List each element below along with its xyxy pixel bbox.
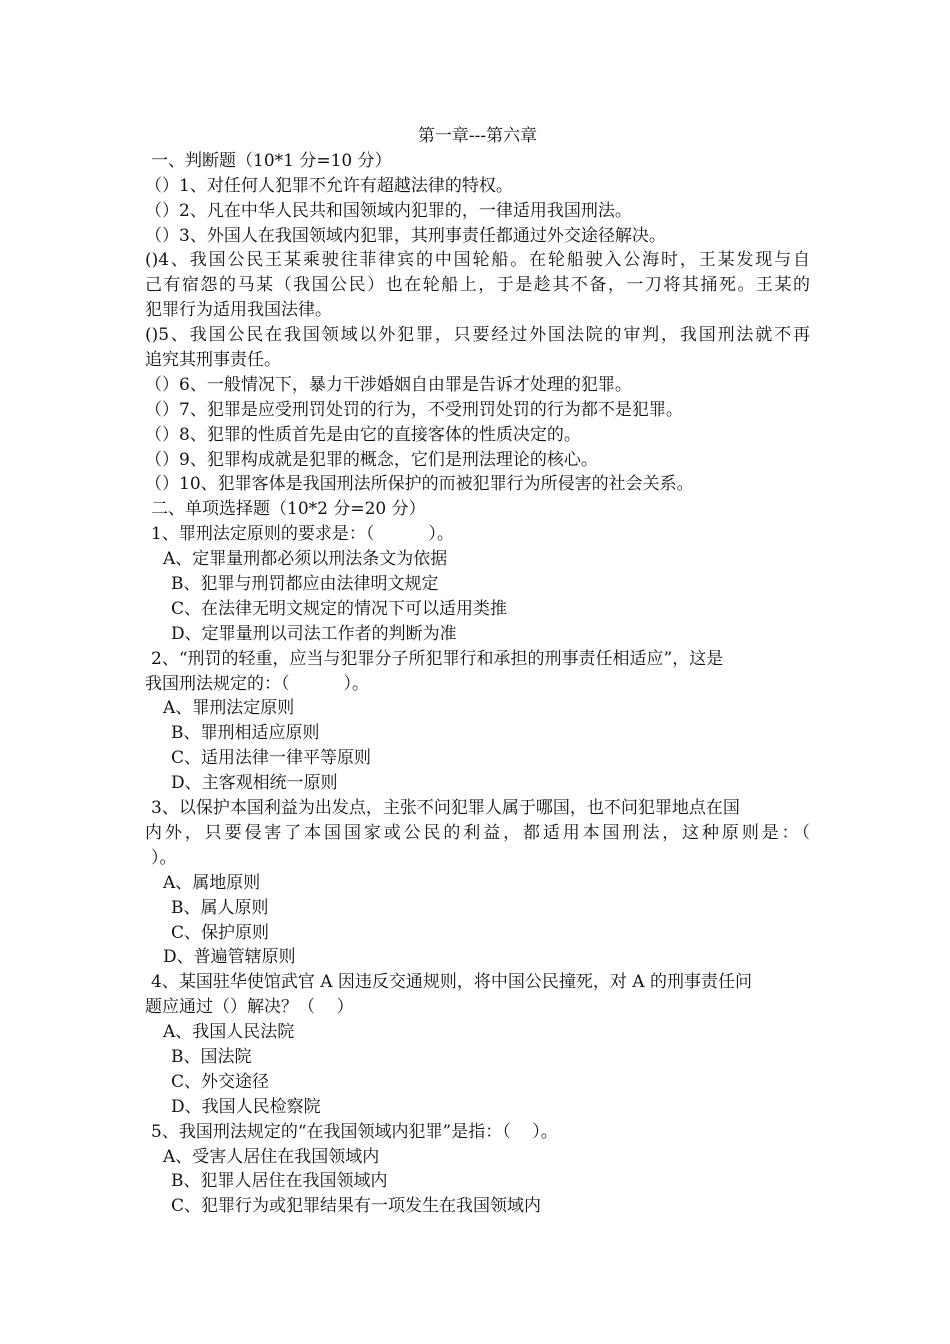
tf-question-3: （）3、外国人在我国领域内犯罪，其刑事责任都通过外交途径解决。 xyxy=(145,225,666,246)
document-body xyxy=(145,124,810,1219)
mc-q5-option-c: C、犯罪行为或犯罪结果有一项发生在我国领域内 xyxy=(171,1196,542,1217)
mc-question-3-line2: 内外，只要侵害了本国国家或公民的利益，都适用本国刑法，这种原则是：（ xyxy=(145,822,810,843)
tf-question-4-line2: 己有宿怨的马某（我国公民）也在轮船上，于是趁其不备，一刀将其捅死。王某的 xyxy=(145,275,810,296)
tf-question-6: （）6、一般情况下，暴力干涉婚姻自由罪是告诉才处理的犯罪。 xyxy=(145,374,632,395)
page-title: 第一章---第六章 xyxy=(417,126,538,146)
tf-question-8: （）8、犯罪的性质首先是由它的直接客体的性质决定的。 xyxy=(145,424,581,445)
tf-question-1: （）1、对任何人犯罪不允许有超越法律的特权。 xyxy=(145,175,513,196)
tf-question-2: （）2、凡在中华人民共和国领域内犯罪的，一律适用我国刑法。 xyxy=(145,200,632,221)
tf-question-5-line1: ()5、我国公民在我国领域以外犯罪，只要经过外国法院的审判，我国刑法就不再 xyxy=(145,325,810,346)
tf-question-9: （）9、犯罪构成就是犯罪的概念，它们是刑法理论的核心。 xyxy=(145,449,598,470)
tf-question-4-line1: ()4、我国公民王某乘驶往菲律宾的中国轮船。在轮船驶入公海时，王某发现与自 xyxy=(145,250,810,271)
mc-q1-option-c: C、在法律无明文规定的情况下可以适用类推 xyxy=(171,598,508,619)
mc-q2-option-b: B、罪刑相适应原则 xyxy=(171,723,320,744)
mc-question-4-line2: 题应通过（）解决？（ ） xyxy=(145,997,354,1018)
tf-question-5-line2: 追究其刑事责任。 xyxy=(145,350,281,371)
mc-question-2-line2: 我国刑法规定的：（ ）。 xyxy=(145,673,370,694)
mc-question-3-line1: 3、以保护本国利益为出发点，主张不问犯罪人属于哪国，也不问犯罪地点在国 xyxy=(151,798,740,819)
mc-q3-option-b: B、属人原则 xyxy=(171,897,269,918)
tf-question-4-line3: 犯罪行为适用我国法律。 xyxy=(145,300,332,321)
mc-q2-option-a: A、罪刑法定原则 xyxy=(163,698,295,719)
mc-q5-option-a: A、受害人居住在我国领域内 xyxy=(163,1146,380,1167)
mc-q5-option-b: B、犯罪人居住在我国领域内 xyxy=(171,1171,388,1192)
mc-q4-option-b: B、国法院 xyxy=(171,1046,252,1067)
mc-q1-option-a: A、定罪量刑都必须以刑法条文为依据 xyxy=(163,549,448,570)
mc-question-4-line1: 4、某国驻华使馆武官 A 因违反交通规则，将中国公民撞死，对 A 的刑事责任问 xyxy=(151,972,752,993)
mc-q4-option-a: A、我国人民法院 xyxy=(163,1022,295,1043)
mc-q2-option-d: D、主客观相统一原则 xyxy=(171,773,338,794)
tf-question-10: （）10、犯罪客体是我国刑法所保护的而被犯罪行为所侵害的社会关系。 xyxy=(145,474,694,495)
mc-q3-option-d: D、普遍管辖原则 xyxy=(163,947,296,968)
mc-q1-option-d: D、定罪量刑以司法工作者的判断为准 xyxy=(171,623,457,644)
mc-question-2-line1: 2、“刑罚的轻重，应当与犯罪分子所犯罪行和承担的刑事责任相适应”，这是 xyxy=(151,648,724,669)
section-heading-true-false: 一、判断题（10*1 分=10 分） xyxy=(151,150,392,171)
mc-question-3-line3: ）。 xyxy=(151,847,177,868)
section-heading-single-choice: 二、单项选择题（10*2 分=20 分） xyxy=(151,499,426,520)
mc-q4-option-d: D、我国人民检察院 xyxy=(171,1096,321,1117)
mc-q3-option-c: C、保护原则 xyxy=(171,922,270,943)
mc-question-5: 5、我国刑法规定的“在我国领域内犯罪”是指：（ ）。 xyxy=(151,1121,558,1142)
mc-q1-option-b: B、犯罪与刑罚都应由法律明文规定 xyxy=(171,574,439,595)
mc-q3-option-a: A、属地原则 xyxy=(163,872,261,893)
tf-question-7: （）7、犯罪是应受刑罚处罚的行为，不受刑罚处罚的行为都不是犯罪。 xyxy=(145,399,683,420)
mc-question-1: 1、罪刑法定原则的要求是：（ ）。 xyxy=(151,524,454,545)
mc-q4-option-c: C、外交途径 xyxy=(171,1071,270,1092)
mc-q2-option-c: C、适用法律一律平等原则 xyxy=(171,748,372,769)
